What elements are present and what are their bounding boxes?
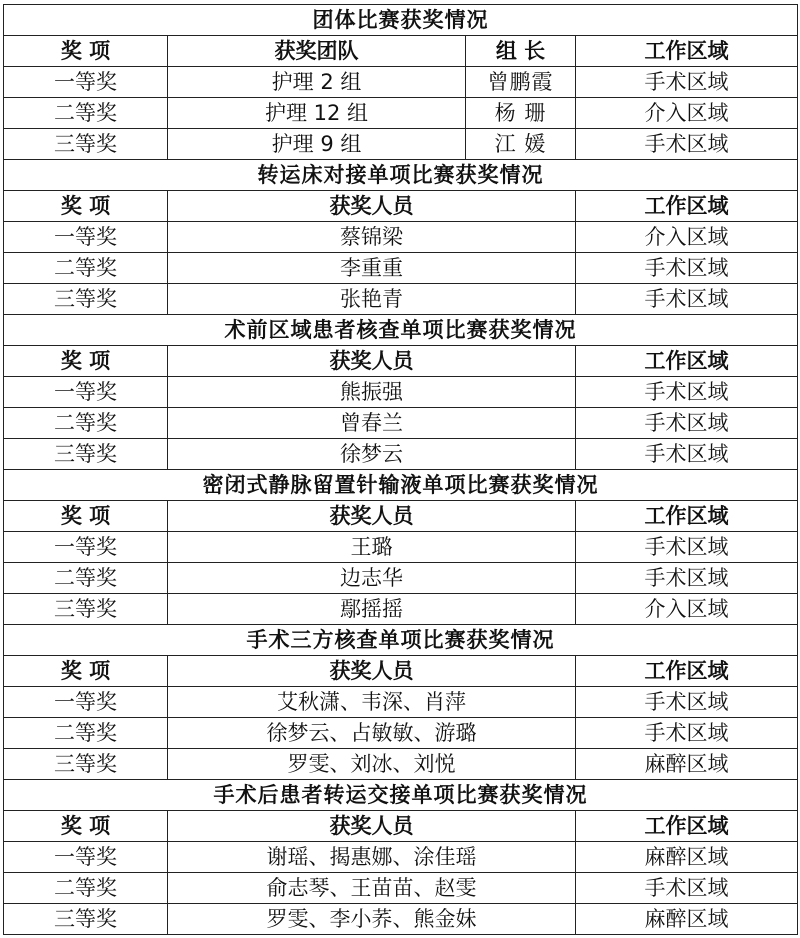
- winners: 王璐: [168, 532, 576, 563]
- winners: 徐梦云、占敏敏、游璐: [168, 718, 576, 749]
- award-level: 一等奖: [4, 222, 168, 253]
- award-level: 三等奖: [4, 749, 168, 780]
- section-title-row: [4, 315, 798, 346]
- header-work-area: 工作区域: [576, 656, 798, 687]
- team-header-row: [4, 36, 798, 67]
- award-level: 二等奖: [4, 98, 168, 129]
- award-level: 二等奖: [4, 563, 168, 594]
- header-winners: 获奖人员: [168, 811, 576, 842]
- award-level: 一等奖: [4, 67, 168, 98]
- winning-team: 护理 2 组: [168, 67, 466, 98]
- section-title: 手术后患者转运交接单项比赛获奖情况: [4, 780, 798, 811]
- team-leader: 曾鹏霞: [466, 67, 576, 98]
- award-level: 一等奖: [4, 842, 168, 873]
- winners: 徐梦云: [168, 439, 576, 470]
- work-area: 手术区域: [576, 377, 798, 408]
- work-area: 手术区域: [576, 718, 798, 749]
- winners: 边志华: [168, 563, 576, 594]
- section-title-row: [4, 160, 798, 191]
- award-level: 一等奖: [4, 687, 168, 718]
- header-winners: 获奖人员: [168, 656, 576, 687]
- header-work-area: 工作区域: [576, 811, 798, 842]
- winners: 俞志琴、王苗苗、赵雯: [168, 873, 576, 904]
- award-level: 三等奖: [4, 594, 168, 625]
- work-area: 手术区域: [576, 253, 798, 284]
- work-area: 介入区域: [576, 594, 798, 625]
- header-work-area: 工作区域: [576, 191, 798, 222]
- section-row: [4, 563, 798, 594]
- section-header-row: [4, 811, 798, 842]
- header-winners: 获奖人员: [168, 346, 576, 377]
- award-level: 三等奖: [4, 439, 168, 470]
- award-level: 三等奖: [4, 904, 168, 935]
- winners: 李重重: [168, 253, 576, 284]
- award-level: 三等奖: [4, 129, 168, 160]
- award-level: 二等奖: [4, 408, 168, 439]
- award-level: 三等奖: [4, 284, 168, 315]
- section-row: [4, 873, 798, 904]
- winners: 曾春兰: [168, 408, 576, 439]
- header-award: 奖 项: [4, 346, 168, 377]
- header-winners: 获奖人员: [168, 191, 576, 222]
- team-leader: 杨 珊: [466, 98, 576, 129]
- header-work-area: 工作区域: [576, 36, 798, 67]
- section-row: [4, 842, 798, 873]
- work-area: 麻醉区域: [576, 904, 798, 935]
- winners: 熊振强: [168, 377, 576, 408]
- section-row: [4, 749, 798, 780]
- winners: 罗雯、李小荞、熊金妹: [168, 904, 576, 935]
- header-award: 奖 项: [4, 811, 168, 842]
- section-row: [4, 532, 798, 563]
- winning-team: 护理 12 组: [168, 98, 466, 129]
- work-area: 手术区域: [576, 67, 798, 98]
- header-leader: 组 长: [466, 36, 576, 67]
- section-header-row: [4, 656, 798, 687]
- section-row: [4, 408, 798, 439]
- team-title-row: [4, 5, 798, 36]
- section-header-row: [4, 346, 798, 377]
- work-area: 手术区域: [576, 563, 798, 594]
- winners: 艾秋潇、韦深、肖萍: [168, 687, 576, 718]
- award-document: [3, 4, 797, 935]
- header-award: 奖 项: [4, 36, 168, 67]
- award-level: 二等奖: [4, 253, 168, 284]
- header-winners: 获奖人员: [168, 501, 576, 532]
- work-area: 手术区域: [576, 439, 798, 470]
- work-area: 介入区域: [576, 222, 798, 253]
- section-row: [4, 439, 798, 470]
- section-title: 转运床对接单项比赛获奖情况: [4, 160, 798, 191]
- work-area: 手术区域: [576, 873, 798, 904]
- winning-team: 护理 9 组: [168, 129, 466, 160]
- work-area: 手术区域: [576, 129, 798, 160]
- winners: 鄢摇摇: [168, 594, 576, 625]
- section-title: 手术三方核查单项比赛获奖情况: [4, 625, 798, 656]
- section-header-row: [4, 501, 798, 532]
- section-row: [4, 687, 798, 718]
- section-row: [4, 904, 798, 935]
- header-team: 获奖团队: [168, 36, 466, 67]
- work-area: 手术区域: [576, 284, 798, 315]
- work-area: 手术区域: [576, 532, 798, 563]
- header-work-area: 工作区域: [576, 346, 798, 377]
- header-award: 奖 项: [4, 656, 168, 687]
- winners: 谢瑶、揭惠娜、涂佳瑶: [168, 842, 576, 873]
- section-title-row: [4, 470, 798, 501]
- team-row: [4, 67, 798, 98]
- section-row: [4, 222, 798, 253]
- team-leader: 江 媛: [466, 129, 576, 160]
- award-level: 一等奖: [4, 377, 168, 408]
- award-table: [3, 4, 798, 935]
- award-level: 二等奖: [4, 718, 168, 749]
- winners: 蔡锦梁: [168, 222, 576, 253]
- section-title-row: [4, 780, 798, 811]
- header-award: 奖 项: [4, 501, 168, 532]
- work-area: 介入区域: [576, 98, 798, 129]
- work-area: 麻醉区域: [576, 842, 798, 873]
- award-level: 二等奖: [4, 873, 168, 904]
- section-row: [4, 284, 798, 315]
- work-area: 手术区域: [576, 408, 798, 439]
- section-title: 密闭式静脉留置针输液单项比赛获奖情况: [4, 470, 798, 501]
- section-row: [4, 718, 798, 749]
- winners: 罗雯、刘冰、刘悦: [168, 749, 576, 780]
- header-award: 奖 项: [4, 191, 168, 222]
- section-title-row: [4, 625, 798, 656]
- award-level: 一等奖: [4, 532, 168, 563]
- header-work-area: 工作区域: [576, 501, 798, 532]
- work-area: 手术区域: [576, 687, 798, 718]
- section-title: 术前区域患者核查单项比赛获奖情况: [4, 315, 798, 346]
- section-header-row: [4, 191, 798, 222]
- winners: 张艳青: [168, 284, 576, 315]
- section-row: [4, 594, 798, 625]
- section-row: [4, 253, 798, 284]
- work-area: 麻醉区域: [576, 749, 798, 780]
- team-row: [4, 129, 798, 160]
- team-row: [4, 98, 798, 129]
- team-section-title: 团体比赛获奖情况: [4, 5, 798, 36]
- section-row: [4, 377, 798, 408]
